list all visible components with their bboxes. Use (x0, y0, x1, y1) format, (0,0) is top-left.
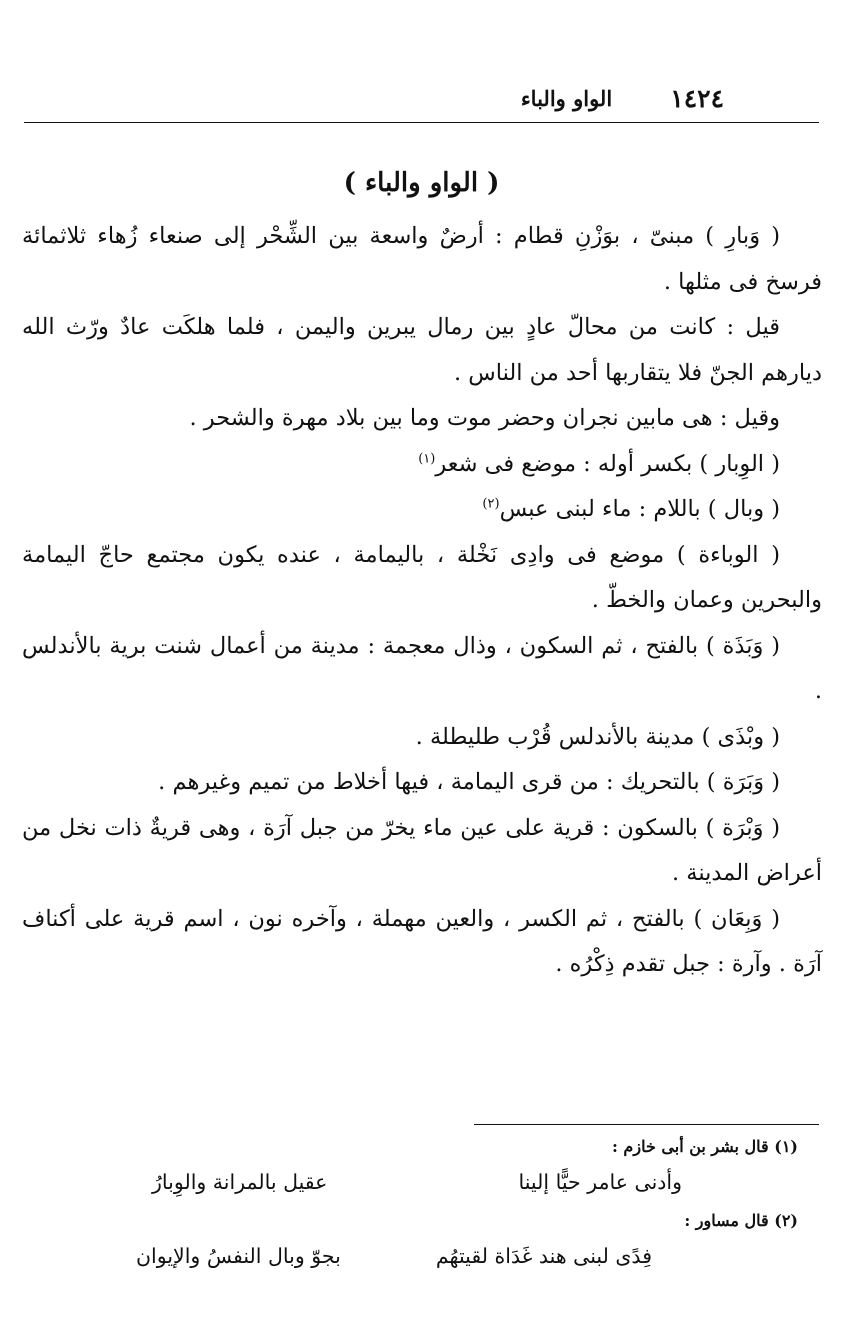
entry-wabra: ( وَبْرَة ) بالسكون : قرية على عين ماء يخرّ من جبل آرَة ، وهى قريةٌ ذات نخل من أعراض المدينة . (22, 814, 822, 886)
entry-text: ( الوِبار ) بكسر أوله : موضع فى شعر (435, 450, 780, 477)
entry-al-wibar (22, 442, 822, 488)
paragraph-wa-qila: وقيل : هى مابين نجران وحضر موت وما بين بلاد مهرة والشحر . (189, 405, 780, 431)
footnotes (60, 1132, 820, 1280)
running-title: الواو والباء (520, 86, 613, 111)
verse-hemistich-2: بجوّ وبال النفسُ والإيوان (136, 1244, 341, 1268)
entry-wabara: ( وَبَرَة ) بالتحريك : من قرى اليمامة ، فيها أخلاط من تميم وغيرهم . (158, 769, 780, 795)
section-title: ( الواو والباء ) (343, 168, 500, 198)
entry-wabar: ( وَبارِ ) مبنىّ ، بوَزْنِ قطام : أرضٌ واسعة بين الشِّحْر إلى صنعاء زُهاء ثلاثمائة فرسخ فى مثلها . (22, 223, 822, 295)
paragraph-qila: قيل : كانت من محالّ عادٍ بين رمال يبرين واليمن ، فلما هلكَت عادٌ ورّث الله ديارهم الجنّ فلا يتقاربها أحد من الناس . (22, 314, 822, 386)
body-text (22, 214, 822, 988)
entry-wabadha: ( وَبَذَة ) بالفتح ، ثم السكون ، وذال معجمة : مدينة من أعمال شنت برية بالأندلس . (22, 632, 822, 704)
footnote-1-verse (60, 1162, 820, 1206)
entry-wabal (22, 487, 822, 533)
footnote-2-verse (60, 1236, 820, 1280)
footnote-1-label: (١) قال بشر بن أبى خازم : (611, 1137, 798, 1156)
entry-al-wabaa: ( الوباءة ) موضع فى وادِى نَخْلة ، باليمامة ، عنده يكون مجتمع حاجّ اليمامة والبحرين وعمان والخطّ . (22, 541, 822, 613)
footnote-rule (474, 1124, 819, 1125)
entry-wabdha: ( وبْذَى ) مدينة بالأندلس قُرْب طليطلة . (415, 723, 780, 750)
footnote-marker: (٢) (482, 496, 500, 512)
header-rule (24, 122, 819, 123)
verse-hemistich-1: وأدنى عامر حيًّا إلينا (518, 1170, 682, 1194)
page-header (24, 80, 819, 120)
verse-hemistich-1: فِدًى لبنى هند غَدَاة لقيتهُم (435, 1244, 652, 1268)
entry-text: ( وبال ) باللام : ماء لبنى عبس (499, 496, 780, 522)
entry-wabian: ( وَبِعَان ) بالفتح ، ثم الكسر ، والعين مهملة ، وآخره نون ، اسم قرية على أكناف آرَة . وآرة : جبل تقدم ذِكْرُه . (22, 905, 822, 977)
footnote-2-label: (٢) قال مساور : (684, 1211, 798, 1230)
verse-hemistich-2: عقيل بالمرانة والوِبارُ (152, 1170, 328, 1194)
page-number: ١٤٢٤ (670, 84, 724, 113)
footnote-marker: (١) (418, 451, 436, 466)
